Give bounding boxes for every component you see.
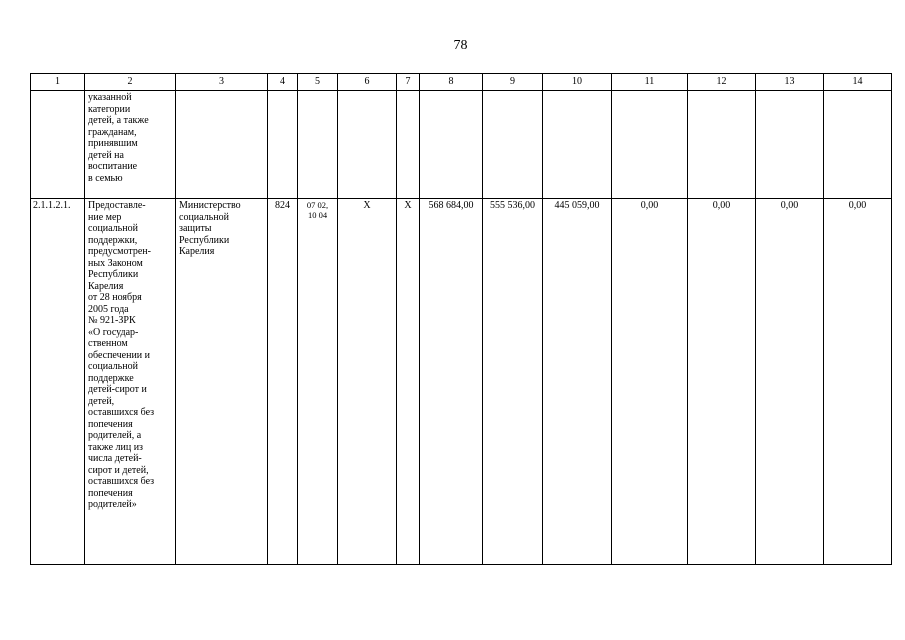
column-header-6: 6 [338, 74, 397, 91]
cell-col10: 445 059,00 [543, 199, 612, 565]
column-header-2: 2 [85, 74, 176, 91]
column-header-11: 11 [612, 74, 688, 91]
table-row [31, 199, 892, 565]
cell-empty [268, 91, 298, 199]
cell-empty [543, 91, 612, 199]
cell-empty [756, 91, 824, 199]
cell-rzpr: 07 02, 10 04 [298, 199, 338, 565]
cell-col8: 568 684,00 [420, 199, 483, 565]
cell-empty [176, 91, 268, 199]
cell-description-continuation: указанной категории детей, а также гражданам, принявшим детей на воспитание в семью [85, 91, 176, 199]
page-number: 78 [453, 38, 468, 53]
cell-empty [397, 91, 420, 199]
cell-empty [31, 91, 85, 199]
cell-col14: 0,00 [824, 199, 892, 565]
column-header-14: 14 [824, 74, 892, 91]
cell-grbs: 824 [268, 199, 298, 565]
cell-col13: 0,00 [756, 199, 824, 565]
cell-empty [483, 91, 543, 199]
cell-code: 2.1.1.2.1. [31, 199, 85, 565]
cell-col12: 0,00 [688, 199, 756, 565]
table-row-continuation [31, 91, 892, 199]
cell-empty [824, 91, 892, 199]
column-header-4: 4 [268, 74, 298, 91]
column-header-5: 5 [298, 74, 338, 91]
column-header-3: 3 [176, 74, 268, 91]
cell-empty [688, 91, 756, 199]
cell-empty [338, 91, 397, 199]
column-header-13: 13 [756, 74, 824, 91]
column-header-7: 7 [397, 74, 420, 91]
column-header-10: 10 [543, 74, 612, 91]
cell-executor: Министерство социальной защиты Республики Карелия [176, 199, 268, 565]
cell-col9: 555 536,00 [483, 199, 543, 565]
column-header-12: 12 [688, 74, 756, 91]
cell-col7: Х [397, 199, 420, 565]
budget-table [30, 73, 892, 565]
column-header-8: 8 [420, 74, 483, 91]
cell-description: Предоставле- ние мер социальной поддержки, предусмотрен- ных Законом Республики Карелия от 28 ноября 2005 года № 921-ЗРК «О государ- ственном обеспечении и социальной поддержке детей-сирот и детей, оставшихся без попечения родителей, а также лиц из числа детей- сирот и детей, оставшихся без попечения родителей» [85, 199, 176, 565]
cell-empty [298, 91, 338, 199]
column-header-1: 1 [31, 74, 85, 91]
cell-col6: Х [338, 199, 397, 565]
cell-col11: 0,00 [612, 199, 688, 565]
column-number-row [31, 74, 892, 91]
cell-empty [420, 91, 483, 199]
column-header-9: 9 [483, 74, 543, 91]
cell-empty [612, 91, 688, 199]
